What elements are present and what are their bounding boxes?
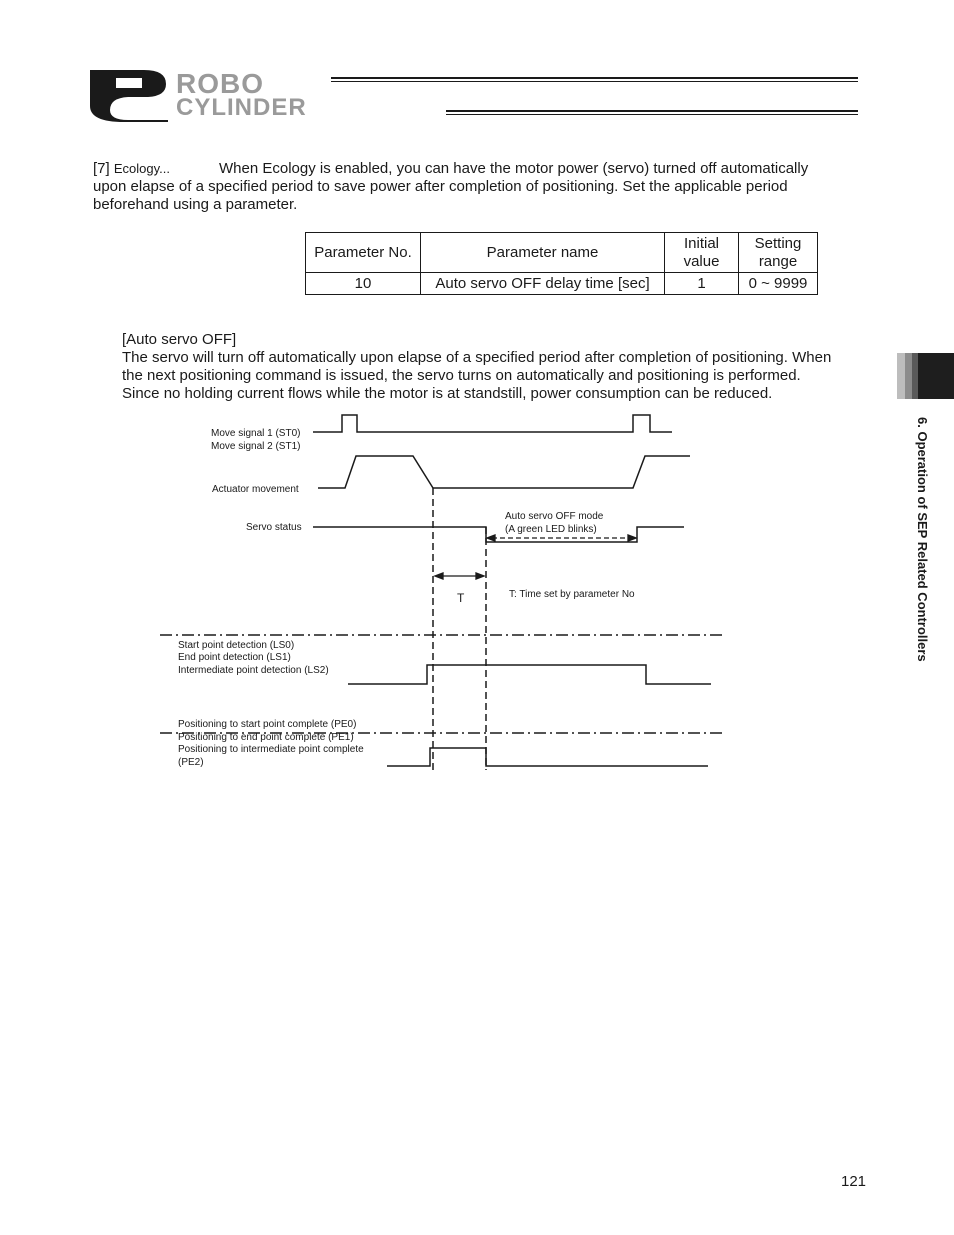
table-cell: 1 <box>665 273 739 295</box>
label-servo-status: Servo status <box>246 522 302 533</box>
label-move-signal-1: Move signal 1 (ST0) <box>211 428 301 439</box>
table-cell: 10 <box>306 273 421 295</box>
tab-stripe-mid <box>905 353 912 399</box>
label-ls1: End point detection (LS1) <box>178 652 291 663</box>
label-auto-servo-off-mode: Auto servo OFF mode <box>505 511 604 522</box>
table-header-cell: Initial value <box>665 233 739 273</box>
section-title: Ecology... <box>113 161 170 176</box>
auto-servo-heading: [Auto servo OFF] <box>122 331 237 348</box>
label-green-led: (A green LED blinks) <box>505 524 597 535</box>
servo-off-arrowhead-left <box>487 535 495 541</box>
label-ls0: Start point detection (LS0) <box>178 640 295 651</box>
pe-waveform <box>387 748 708 766</box>
servo-off-arrowhead-right <box>628 535 636 541</box>
label-ls2: Intermediate point detection (LS2) <box>178 665 329 676</box>
section-para-line3: beforehand using a parameter. <box>93 196 298 213</box>
tab-block <box>918 353 954 399</box>
actuator-waveform <box>318 456 690 488</box>
label-pe2: Positioning to intermediate point complete <box>178 744 364 755</box>
move-signal-waveform <box>313 415 672 432</box>
logo-text-cylinder: CYLINDER <box>176 94 307 121</box>
label-actuator-movement: Actuator movement <box>212 484 299 495</box>
label-pe1: Positioning to end point complete (PE1) <box>178 732 354 743</box>
auto-servo-line3: Since no holding current flows while the motor is at standstill, power consumption can be reduced. <box>122 385 773 402</box>
section-para-line1: When Ecology is enabled, you can have the motor power (servo) turned off automatically <box>219 160 809 177</box>
label-t-note: T: Time set by parameter No <box>509 589 635 600</box>
tab-stripe-light <box>897 353 905 399</box>
section-para-line2: upon elapse of a specified period to save power after completion of positioning. Set the applicable period <box>93 178 788 195</box>
section-number: [7] <box>93 160 110 177</box>
table-cell: Auto servo OFF delay time [sec] <box>421 273 665 295</box>
label-t: T <box>457 591 465 605</box>
label-move-signal-2: Move signal 2 (ST1) <box>211 441 301 452</box>
table-cell: 0 ~ 9999 <box>739 273 818 295</box>
page-number: 121 <box>841 1173 867 1190</box>
t-arrowhead-right <box>476 573 484 579</box>
ls-waveform <box>348 665 711 684</box>
table-header-cell: Parameter No. <box>306 233 421 273</box>
label-pe2-suffix: (PE2) <box>178 757 204 768</box>
table-header-cell: Setting range <box>739 233 818 273</box>
auto-servo-line1: The servo will turn off automatically upon elapse of a specified period after completion of positioning. When <box>122 349 832 366</box>
table-header-cell: Parameter name <box>421 233 665 273</box>
label-pe0: Positioning to start point complete (PE0) <box>178 719 357 730</box>
chapter-title: 6. Operation of SEP Related Controllers <box>915 417 930 662</box>
auto-servo-line2: the next positioning command is issued, the servo turns on automatically and positioning is performed. <box>122 367 801 384</box>
t-arrowhead-left <box>435 573 443 579</box>
logo-text-robo: ROBO <box>176 68 264 99</box>
